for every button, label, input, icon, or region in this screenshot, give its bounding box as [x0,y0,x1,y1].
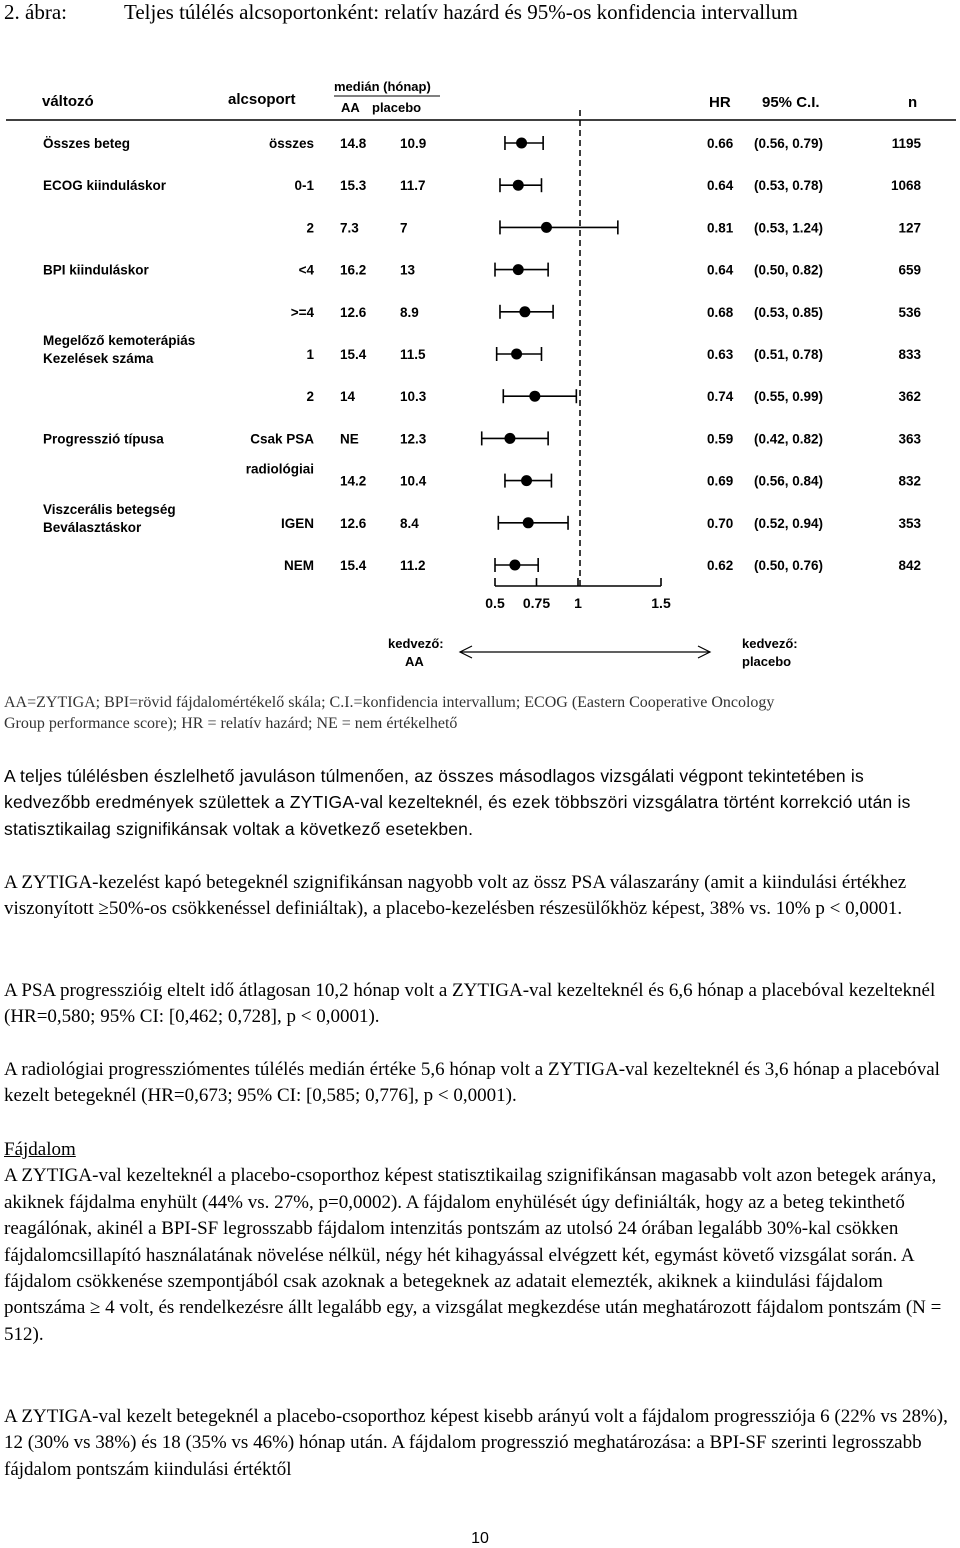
row-variable-label: Beválasztáskor [43,519,142,535]
hr-point [541,222,552,233]
row-n-value: 832 [898,473,921,489]
hr-point [516,138,527,149]
header-median: medián (hónap) [334,79,431,94]
paragraph-text: A PSA progresszióig eltelt idő átlagosan 10,2 hónap volt a ZYTIGA-val kezelteknél és 6,6 hónap a placebóval kezelteknél (HR=0,580; 95% CI: [0,462; 0,728], p < 0,0001). [4,980,936,1028]
row-median-placebo: 11.5 [400,347,426,362]
row-variable-label: BPI kiinduláskor [43,262,149,278]
row-variable-label: Kezelések száma [43,351,154,366]
row-ci-text: (0.51, 0.78) [754,347,824,362]
row-n-value: 833 [898,347,921,362]
row-subgroup-label: összes [268,136,314,151]
row-n-value: 363 [898,431,921,447]
paragraph-text: A ZYTIGA-val kezelteknél a placebo-csoporthoz képest statisztikailag szignifikánsan magasabb volt azon betegek aránya, akiknek fájdalma enyhült (44% vs. 27%, p=0,0002). A fájdalom enyhülését úgy definiálták, hogy az a beteg tekinthető reagálónak, akinél a BPI-SF legrosszabb fájdalom intenzitás pontszám az utolsó 24 órában legalább 30%-kal csökken fájdalomcsillapító használatának növelése nélkül, négy hét kihagyással elvégzett két, egymást követő vizsgálat során. A fájdalom csökkenése szempontjából csak azoknak a betegeknek az adatait elemezték, akiknek a kiindulási fájdalom pontszáma ≥ 4 volt, és rendelkezésre állt legalább egy, a vizsgálat megkezdése után meghatározott fájdalom pontszám (N = 512). [4,1165,942,1345]
row-median-aa: NE [340,431,359,447]
row-ci-text: (0.50, 0.82) [754,262,824,278]
x-axis-tick-label: 1.5 [651,595,671,611]
header-variable: változó [42,93,94,110]
forest-row [43,136,921,151]
row-subgroup-label: Csak PSA [250,431,314,447]
row-ci-text: (0.52, 0.94) [754,515,824,531]
caption-line-2: Group performance score); HR = relatív hazárd; NE = nem értékelhető [4,715,458,732]
row-subgroup-label: <4 [298,262,314,278]
figure-title [4,0,798,25]
row-hr-value: 0.59 [707,431,734,447]
row-median-aa: 12.6 [340,304,367,320]
row-median-placebo: 10.9 [400,136,427,151]
row-median-aa: 15.3 [340,178,367,194]
favors-right-line1: kedvező: [742,636,798,651]
row-ci-text: (0.55, 0.99) [754,389,824,405]
row-median-placebo: 7 [400,220,408,236]
paragraph-radiologic-pfs [4,1057,954,1110]
row-subgroup-label: 2 [306,389,314,405]
row-hr-value: 0.63 [707,347,734,362]
forest-row [284,558,921,573]
row-n-value: 1195 [891,136,921,151]
hr-point [504,433,515,444]
paragraph-text: A teljes túlélésben észlelhető javuláson túlmenően, az összes másodlagos vizsgálati végpont tekintetében is kedvezőbb eredmények születtek a ZYTIGA-val kezelteknél, és ezek többszöri vizsgálatra történt korrekció után is statisztikailag szignifikánsak voltak a következő esetekben. [4,766,911,839]
row-subgroup-label: >=4 [290,304,314,320]
row-hr-value: 0.69 [707,473,734,489]
row-median-placebo: 10.3 [400,389,427,405]
row-n-value: 362 [898,389,921,405]
row-ci-text: (0.56, 0.79) [754,136,824,151]
x-axis-tick-label: 0.75 [522,595,551,611]
row-subgroup-label: NEM [284,558,314,573]
row-ci-text: (0.53, 0.85) [754,304,824,320]
caption-line-1: AA=ZYTIGA; BPI=rövid fájdalomértékelő skála; C.I.=konfidencia intervallum; ECOG (Eastern Cooperative Oncology [4,694,775,711]
row-median-aa: 15.4 [340,347,367,362]
hr-point [511,349,522,360]
header-ci: 95% C.I. [762,94,820,111]
row-subgroup-label: radiológiai [245,461,314,477]
header-n: n [908,94,918,111]
row-n-value: 659 [898,262,921,278]
row-ci-text: (0.56, 0.84) [754,473,824,489]
header-hr: HR [709,94,731,111]
row-median-aa: 16.2 [340,262,367,278]
paragraph-text: A ZYTIGA-kezelést kapó betegeknél szignifikánsan nagyobb volt az össz PSA válaszarány (amit a kiindulási értékhez viszonyított ≥50%-os csökkenéssel definiáltak), a placebo-kezelésben részesülőkhöz képest, 38% vs. 10% p < 0,0001. [4,872,907,920]
forest-plot [0,70,960,680]
paragraph-psa-response [4,870,954,923]
forest-row [43,333,921,366]
row-variable-label: ECOG kiinduláskor [43,178,167,194]
row-n-value: 536 [898,304,921,320]
figure-title-text: Teljes túlélés alcsoportonként: relatív hazárd és 95%-os konfidencia intervallum [124,0,798,24]
forest-row [306,220,921,235]
forest-row [43,502,921,535]
row-subgroup-label: 0-1 [294,178,314,194]
row-subgroup-label: IGEN [280,515,314,531]
forest-row [246,462,921,489]
forest-row [43,431,921,446]
forest-row [306,389,921,404]
row-hr-value: 0.81 [707,220,734,236]
row-hr-value: 0.66 [707,136,734,151]
row-subgroup-label: 1 [306,347,314,362]
paragraph-pain-progression [4,1404,954,1483]
favors-left-line1: kedvező: [388,636,444,651]
row-median-aa: 14 [340,389,356,405]
row-median-aa: 12.6 [340,515,367,531]
row-median-placebo: 8.9 [400,304,419,320]
row-hr-value: 0.64 [707,178,734,194]
favors-left-line2: AA [405,654,424,669]
hr-point [521,475,532,486]
row-n-value: 127 [898,220,921,236]
row-hr-value: 0.68 [707,304,734,320]
x-axis-tick-label: 0.5 [485,595,505,611]
row-median-placebo: 13 [400,262,416,278]
row-subgroup-label: 2 [306,220,314,236]
section-heading-pain: Fájdalom [4,1139,76,1160]
x-axis-tick-label: 1 [574,595,582,611]
row-median-placebo: 8.4 [400,515,419,531]
header-aa: AA [341,100,360,115]
row-n-value: 842 [898,558,921,573]
forest-row [43,263,921,278]
row-hr-value: 0.64 [707,262,734,278]
hr-point [529,391,540,402]
row-hr-value: 0.62 [707,558,734,573]
paragraph-secondary-endpoints [4,763,954,842]
favors-right-line2: placebo [742,654,792,669]
row-n-value: 353 [898,515,921,531]
paragraph-text: A radiológiai progressziómentes túlélés medián értéke 5,6 hónap volt a ZYTIGA-val kezelteknél és 3,6 hónap a placebóval kezelt betegeknél (HR=0,673; 95% CI: [0,585; 0,776], p < 0,0001). [4,1059,940,1107]
paragraph-pain [4,1137,954,1348]
forest-rows [43,136,921,573]
row-median-aa: 15.4 [340,558,367,573]
forest-row [43,178,921,193]
row-variable-label: Progresszió típusa [43,431,164,447]
paragraph-psa-progression [4,978,954,1031]
favors-legend [388,636,798,669]
header-placebo: placebo [372,100,422,115]
row-n-value: 1068 [890,178,921,194]
row-variable-label: Összes beteg [43,136,131,151]
hr-point [519,306,530,317]
paragraph-text: A ZYTIGA-val kezelt betegeknél a placebo-csoporthoz képest kisebb arányú volt a fájdalom progressziója 6 (22% vs 28%), 12 (30% vs 38%) és 18 (35% vs 46%) hónap után. A fájdalom progresszió meghatározása: a BPI-SF szerinti legrosszabb fájdalom pontszám kiindulási értéktől [4,1406,948,1480]
forest-row [291,305,922,320]
row-median-placebo: 11.2 [400,558,426,573]
row-median-aa: 14.2 [340,473,367,489]
hr-point [513,180,524,191]
row-ci-text: (0.53, 0.78) [754,178,824,194]
figure-caption [4,692,954,734]
row-median-aa: 14.8 [340,136,367,151]
figure-number: 2. ábra: [4,0,67,24]
header-subgroup: alcsoport [228,91,296,108]
row-ci-text: (0.53, 1.24) [754,220,824,236]
hr-point [509,560,520,571]
row-hr-value: 0.74 [707,389,734,405]
hr-point [513,264,524,275]
row-hr-value: 0.70 [707,515,734,531]
row-median-placebo: 12.3 [400,431,427,447]
x-axis [485,578,671,611]
row-variable-label: Viszcerális betegség [43,501,176,517]
row-ci-text: (0.50, 0.76) [754,558,824,573]
row-median-placebo: 11.7 [400,178,426,194]
row-ci-text: (0.42, 0.82) [754,431,824,447]
hr-point [523,517,534,528]
page-number: 10 [471,1530,489,1547]
row-median-placebo: 10.4 [400,473,427,489]
row-median-aa: 7.3 [340,220,359,236]
row-variable-label: Megelőző kemoterápiás [43,333,196,348]
